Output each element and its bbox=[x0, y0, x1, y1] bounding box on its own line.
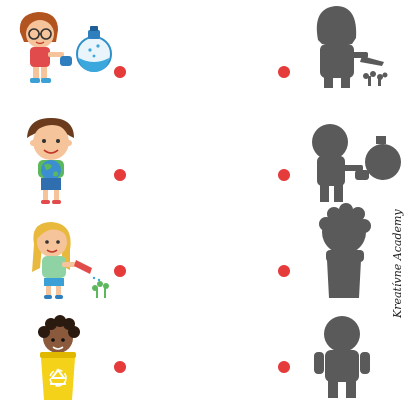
match-dot-right-2[interactable] bbox=[278, 169, 290, 181]
match-dot-left-1[interactable] bbox=[114, 66, 126, 78]
silhouette-boy-holding-globe bbox=[319, 203, 371, 298]
match-dot-left-3[interactable] bbox=[114, 265, 126, 277]
boy-in-recycle-bin-illustration bbox=[38, 315, 80, 400]
match-dot-left-2[interactable] bbox=[114, 169, 126, 181]
boy-holding-globe-illustration bbox=[27, 118, 74, 204]
silhouette-girl-watering-plants bbox=[317, 6, 388, 88]
girl-with-lightbulb-watering-illustration bbox=[20, 12, 111, 83]
silhouette-boy-with-lightbulb-watering bbox=[312, 124, 401, 202]
match-dot-right-3[interactable] bbox=[278, 265, 290, 277]
silhouette-boy-in-recycle-bin bbox=[314, 316, 370, 398]
match-dot-right-1[interactable] bbox=[278, 66, 290, 78]
match-dot-right-4[interactable] bbox=[278, 361, 290, 373]
girl-watering-plants-illustration bbox=[32, 222, 109, 299]
match-dot-left-4[interactable] bbox=[114, 361, 126, 373]
watermark: Kreatívne Academy bbox=[391, 209, 404, 318]
